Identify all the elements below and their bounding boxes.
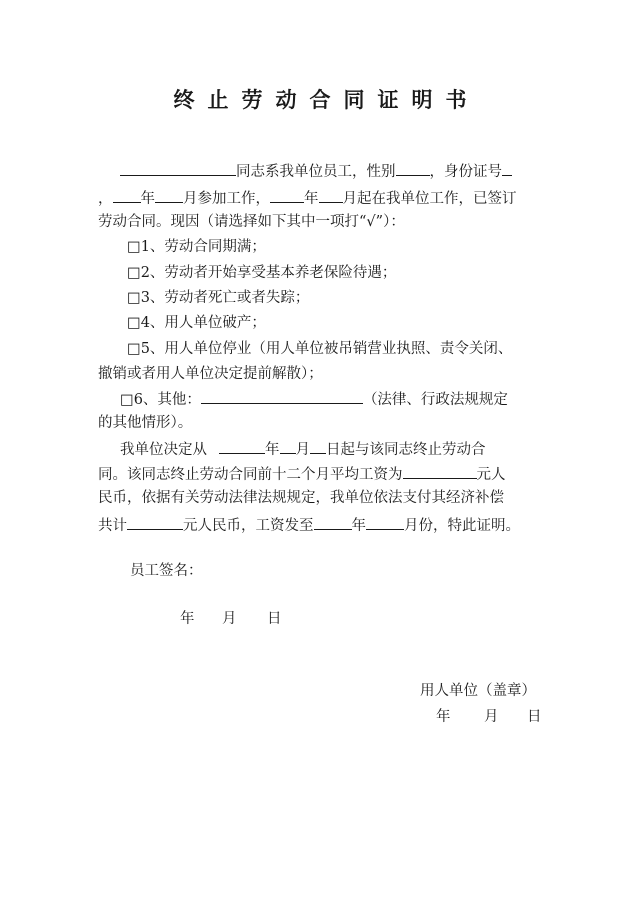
employee-sign-month: 月: [222, 611, 237, 627]
option-5-line1: □5、用人单位停业（用人单位被吊销营业执照、责令关闭、: [127, 341, 513, 357]
option-6-text: （法律、行政法规规定: [362, 392, 508, 408]
para2-line1: [120, 438, 560, 460]
employee-sign-day: 日: [267, 611, 282, 627]
document-title: 终止劳动合同证明书: [173, 88, 480, 112]
para1-text-f: 年: [304, 191, 319, 207]
employee-sign-year: 年: [180, 611, 195, 627]
para2-text-a: 我单位决定从: [120, 442, 207, 458]
average-wage-blank: [403, 463, 477, 479]
gender-blank: [396, 160, 430, 176]
para1-text-e: 月参加工作，: [183, 191, 270, 207]
para1-text-g: 月起在我单位工作，已签订: [342, 191, 517, 207]
para1-line1: [120, 160, 560, 182]
para2-text-h: 共计: [98, 518, 127, 534]
para1-text-d: 年: [140, 191, 155, 207]
para2-line4: [98, 514, 558, 536]
employer-sign-day: 日: [527, 709, 542, 725]
name-blank: [120, 160, 236, 176]
para1-text-h: 劳动合同。现因（请选择如下其中一项打“√”）：: [98, 214, 405, 230]
para2-text-e: 同。该同志终止劳动合同前十二个月平均工资为: [98, 467, 403, 483]
para2-text-j: 年: [351, 518, 366, 534]
compensation-blank: [127, 514, 183, 530]
end-day-blank: [310, 438, 326, 454]
employee-signature-label: 员工签名：: [130, 563, 203, 579]
end-month-blank: [280, 438, 296, 454]
para2-text-k: 月份，特此证明。: [404, 518, 520, 534]
para2-text-c: 月: [295, 442, 310, 458]
wage-month-blank: [366, 514, 404, 530]
wage-year-blank: [314, 514, 352, 530]
id-number-blank: [502, 160, 512, 176]
option-6-line2: 的其他情形）。: [98, 415, 193, 431]
unit-year-blank: [270, 187, 304, 203]
para2-text-i: 元人民币，工资发至: [183, 518, 314, 534]
para2-text-f: 元人: [476, 467, 506, 483]
para1-text-c: ，: [98, 191, 113, 207]
option-5-line2: 撤销或者用人单位决定提前解散）；: [98, 366, 323, 382]
other-reason-blank: [201, 388, 363, 404]
para1-line3: [98, 212, 558, 232]
employer-sign-year: 年: [436, 709, 451, 725]
option-1: □1、劳动合同期满；: [127, 239, 266, 255]
para2-text-d: 日起与该同志终止劳动合: [326, 442, 486, 458]
para1-line2: [98, 187, 558, 209]
para2-line3: 民币，依据有关劳动法律法规规定，我单位依法支付其经济补偿: [98, 490, 504, 506]
employer-seal-label: 用人单位（盖章）: [420, 683, 536, 699]
para2-line2: [98, 463, 558, 485]
option-4: □4、用人单位破产；: [127, 315, 266, 331]
employer-sign-month: 月: [484, 709, 499, 725]
option-6-line1: [120, 388, 560, 410]
start-month-blank: [155, 187, 183, 203]
option-2: □2、劳动者开始享受基本养老保险待遇；: [127, 265, 397, 281]
para1-text-b: ，身份证号: [429, 164, 502, 180]
para2-text-b: 年: [265, 442, 280, 458]
option-6-label: □6、其他：: [120, 392, 201, 408]
unit-month-blank: [319, 187, 343, 203]
end-year-blank: [219, 438, 265, 454]
para1-text-a: 同志系我单位员工，性别: [236, 164, 396, 180]
start-year-blank: [113, 187, 141, 203]
option-3: □3、劳动者死亡或者失踪；: [127, 290, 310, 306]
